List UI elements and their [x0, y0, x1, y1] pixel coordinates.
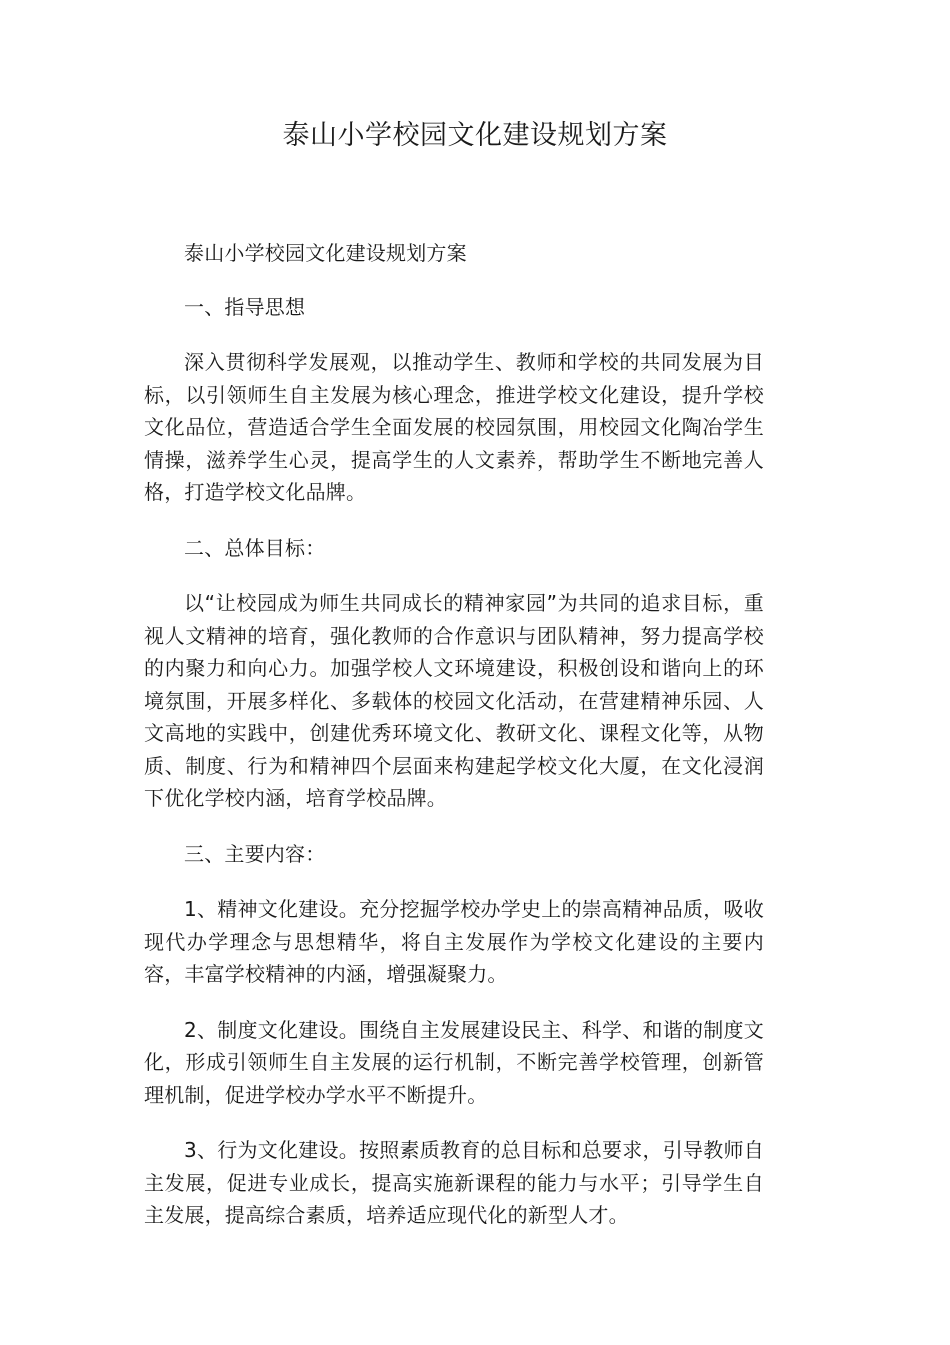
- section-heading-overall-goal: 二、总体目标：: [184, 535, 326, 560]
- paragraph-guiding-thought: 深入贯彻科学发展观，以推动学生、教师和学校的共同发展为目标，以引领师生自主发展为核心理念，推进学校文化建设，提升学校文化品位，营造适合学生全面发展的校园氛围，用校园文化陶冶学生情操，滋养学生心灵，提高学生的人文素养，帮助学生不断地完善人格，打造学校文化品牌。: [144, 350, 764, 504]
- section-heading-main-content: 三、主要内容：: [184, 841, 326, 866]
- subtitle-paragraph: 泰山小学校园文化建设规划方案: [184, 241, 467, 265]
- paragraph-spiritual-culture: 1、精神文化建设。充分挖掘学校办学史上的崇高精神品质，吸收现代办学理念与思想精华，将自主发展作为学校文化建设的主要内容，丰富学校精神的内涵，增强凝聚力。: [144, 897, 764, 986]
- document-body: [144, 237, 764, 1232]
- paragraph-behavioral-culture: 3、行为文化建设。按照素质教育的总目标和总要求，引导教师自主发展，促进专业成长，提高实施新课程的能力与水平；引导学生自主发展，提高综合素质，培养适应现代化的新型人才。: [144, 1138, 764, 1227]
- paragraph-institutional-culture: 2、制度文化建设。围绕自主发展建设民主、科学、和谐的制度文化，形成引领师生自主发展的运行机制，不断完善学校管理，创新管理机制，促进学校办学水平不断提升。: [144, 1017, 764, 1107]
- document-title: 泰山小学校园文化建设规划方案: [282, 120, 668, 151]
- paragraph-overall-goal: 以“让校园成为师生共同成长的精神家园”为共同的追求目标，重视人文精神的培育，强化教师的合作意识与团队精神，努力提高学校的内聚力和向心力。加强学校人文环境建设，积极创设和谐向上的环境氛围，开展多样化、多载体的校园文化活动，在营建精神乐园、人文高地的实践中，创建优秀环境文化、教研文化、课程文化等，从物质、制度、行为和精神四个层面来构建起学校文化大厦，在文化浸润下优化学校内涵，培育学校品牌。: [144, 591, 764, 810]
- section-heading-guiding-thought: 一、指导思想: [184, 294, 306, 319]
